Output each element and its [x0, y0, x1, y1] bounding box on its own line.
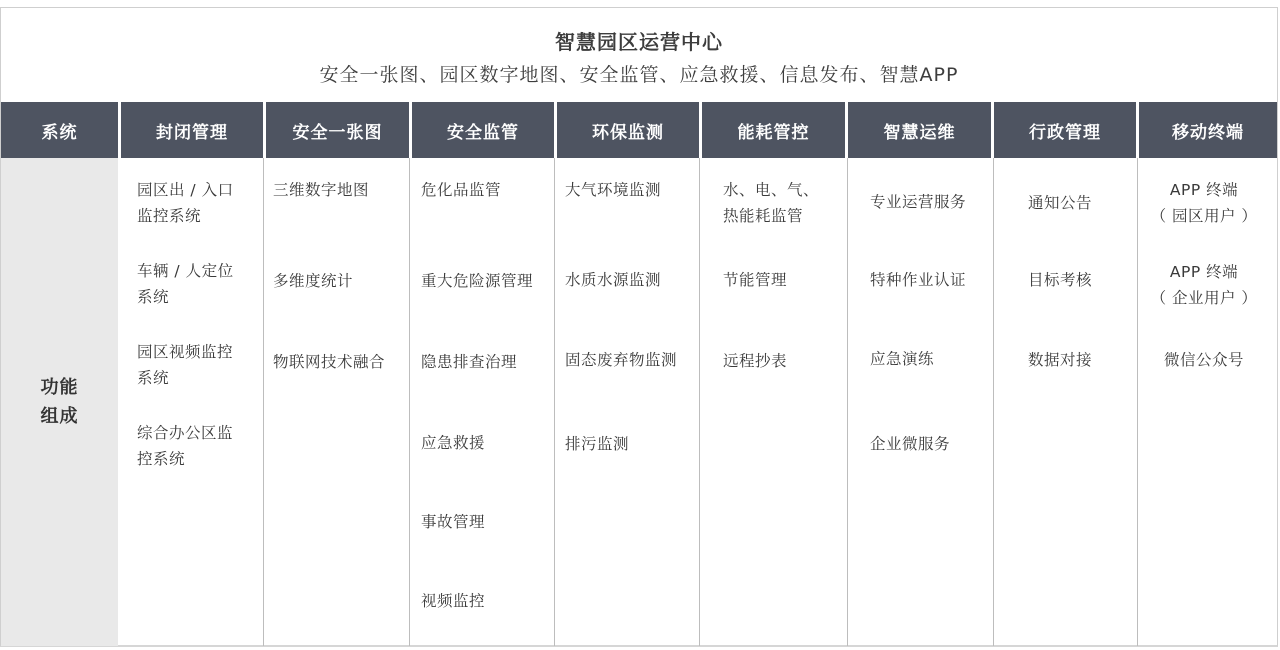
list-item: 视频监控	[421, 592, 486, 610]
architecture-table	[0, 7, 1278, 647]
column-safety-supervision	[410, 158, 554, 646]
list-item: 隐患排查治理	[421, 353, 518, 371]
column-mobile-terminal	[1138, 158, 1277, 646]
list-item: 远程抄表	[723, 352, 788, 370]
list-item: 微信公众号	[1163, 351, 1244, 369]
column-administration	[994, 158, 1137, 646]
header-system: 系统	[1, 102, 118, 158]
list-item: APP 终端 （ 企业用户 ）	[1150, 263, 1258, 307]
list-item: 水质水源监测	[565, 271, 662, 289]
list-item: 物联网技术融合	[273, 353, 386, 371]
column-energy-control	[700, 158, 847, 646]
header-administration: 行政管理	[994, 102, 1136, 158]
list-item: 园区视频监控 系统	[137, 343, 234, 387]
column-closed-management	[119, 158, 263, 646]
header-smart-operations: 智慧运维	[848, 102, 991, 158]
body-row	[1, 158, 1277, 646]
list-item: 大气环境监测	[565, 181, 662, 199]
header-closed-management: 封闭管理	[121, 102, 263, 158]
list-item: 三维数字地图	[273, 181, 370, 199]
list-item: 特种作业认证	[870, 271, 967, 289]
row-label-cell	[1, 158, 118, 646]
list-item: 车辆 / 人定位 系统	[137, 262, 234, 306]
list-item: 园区出 / 入口 监控系统	[137, 181, 234, 225]
list-item: 事故管理	[421, 513, 486, 531]
list-item: 水、电、气、 热能耗监管	[723, 181, 820, 225]
list-item: 通知公告	[1028, 194, 1093, 212]
list-item: 危化品监管	[421, 181, 502, 199]
header-mobile-terminal: 移动终端	[1139, 102, 1277, 158]
column-smart-operations	[848, 158, 993, 646]
list-item: 数据对接	[1028, 351, 1093, 369]
page-title: 智慧园区运营中心	[555, 30, 723, 54]
list-item: 应急演练	[870, 350, 935, 368]
list-item: APP 终端 （ 园区用户 ）	[1150, 181, 1258, 225]
column-environmental-monitoring	[555, 158, 699, 646]
row-label: 功能 组成	[40, 377, 79, 427]
header-environmental-monitoring: 环保监测	[557, 102, 699, 158]
title-block	[1, 8, 1277, 102]
list-item: 重大危险源管理	[421, 272, 534, 290]
page-subtitle: 安全一张图、园区数字地图、安全监管、应急救援、信息发布、智慧APP	[319, 64, 959, 86]
list-item: 应急救援	[421, 434, 486, 452]
list-item: 目标考核	[1028, 271, 1093, 289]
list-item: 综合办公区监 控系统	[137, 424, 234, 468]
list-item: 节能管理	[723, 271, 788, 289]
header-row	[1, 102, 1277, 158]
header-safety-map: 安全一张图	[266, 102, 409, 158]
list-item: 排污监测	[565, 435, 630, 453]
header-energy-control: 能耗管控	[702, 102, 845, 158]
list-item: 多维度统计	[273, 272, 354, 290]
list-item: 企业微服务	[870, 435, 951, 453]
list-item: 固态废弃物监测	[565, 351, 678, 369]
header-safety-supervision: 安全监管	[412, 102, 554, 158]
list-item: 专业运营服务	[870, 193, 967, 211]
column-safety-map	[264, 158, 409, 646]
